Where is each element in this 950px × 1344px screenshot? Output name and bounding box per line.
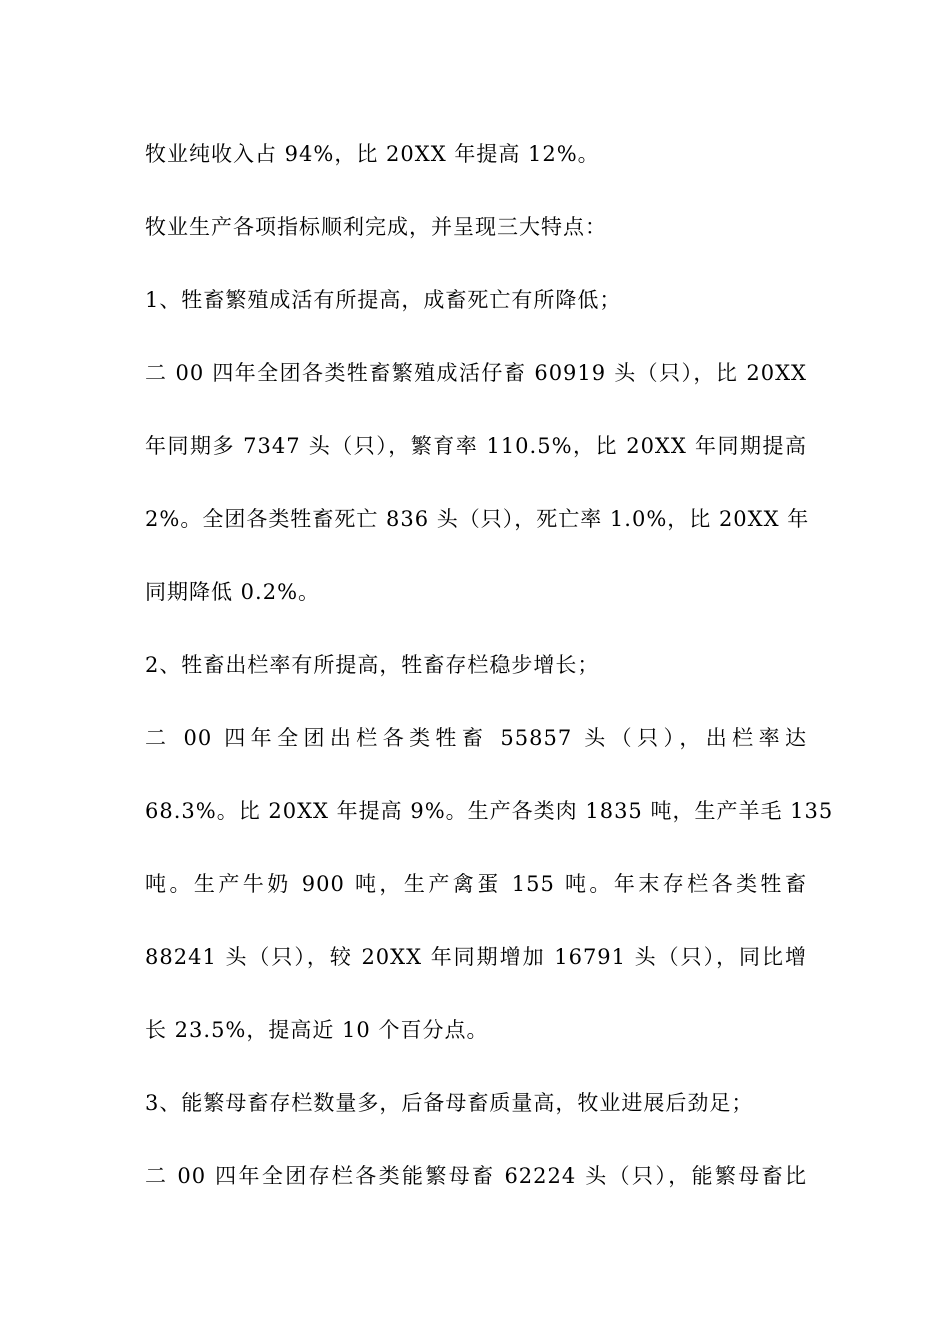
text-line: 68.3%。比 20XX 年提高 9%。生产各类肉 1835 吨，生产羊毛 135	[145, 799, 834, 823]
text-line: 长 23.5%，提高近 10 个百分点。	[145, 1018, 489, 1042]
text-line: 二 00 四年全团存栏各类能繁母畜 62224 头（只），能繁母畜比	[145, 1164, 807, 1188]
section-heading: 2、牲畜出栏率有所提高，牲畜存栏稳步增长；	[145, 653, 600, 677]
section-heading: 1、牲畜繁殖成活有所提高，成畜死亡有所降低；	[145, 288, 622, 312]
text-line: 吨。生产牛奶 900 吨，生产禽蛋 155 吨。年末存栏各类牲畜	[145, 872, 807, 896]
text-line: 88241 头（只），较 20XX 年同期增加 16791 头（只），同比增	[145, 945, 807, 969]
text-line: 二 00 四年全团出栏各类牲畜 55857 头（只），出栏率达	[145, 726, 807, 750]
section-heading: 3、能繁母畜存栏数量多，后备母畜质量高，牧业进展后劲足；	[145, 1091, 754, 1115]
text-line: 同期降低 0.2%。	[145, 580, 321, 604]
document-body	[145, 118, 834, 1213]
text-line: 2%。全团各类牲畜死亡 836 头（只），死亡率 1.0%，比 20XX 年	[145, 507, 810, 531]
text-line: 牧业生产各项指标顺利完成，并呈现三大特点：	[145, 215, 607, 239]
text-line: 牧业纯收入占 94%，比 20XX 年提高 12%。	[145, 142, 600, 166]
text-line: 年同期多 7347 头（只），繁育率 110.5%，比 20XX 年同期提高	[145, 434, 807, 458]
text-line: 二 00 四年全团各类牲畜繁殖成活仔畜 60919 头（只），比 20XX	[145, 361, 807, 385]
